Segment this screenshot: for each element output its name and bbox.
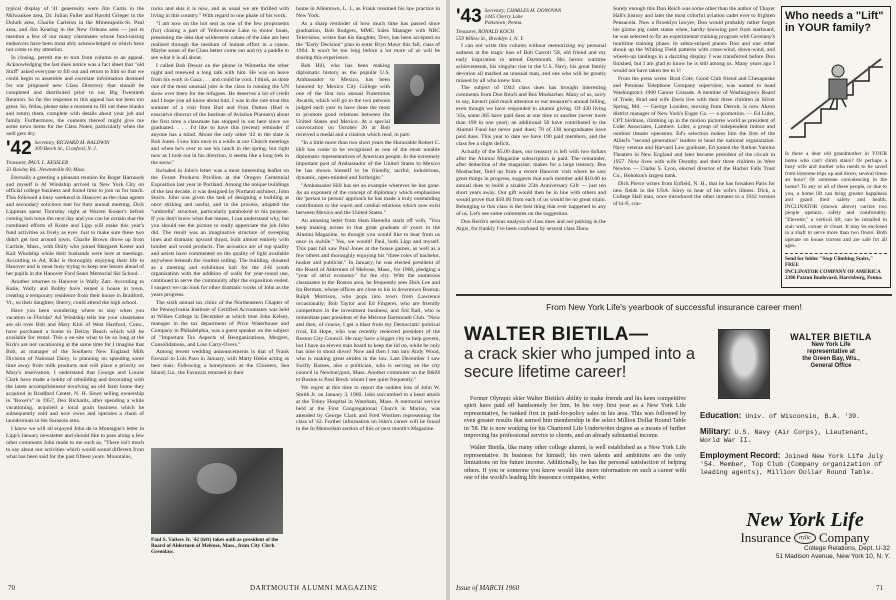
education-field: [700, 412, 890, 421]
paragraph: We regret at this time to report the sudden loss of John W. Smith Jr. on January 3, 1960. John succumbed to a heart attack at the Tobey Hospital in Wareham, Mass. A memorial service held at the First Congregational Church in Marion, was attended by George Clark and Fred Worthen representing the class of '42. Further information on John's career will be found in the In Memoriam section of this or next month's Magazine.: [296, 384, 440, 433]
ad-subheadline: a crack skier who jumped into a secure lifetime career!: [464, 345, 696, 381]
paragraph: Have you been wondering where to stay when you vacation in Florida? Ad Windship tells me your classmates are all over Bob and Mary Kirk of West Hartford, Conn., have purchased a home in Delray Beach which will be available for rental. This a on-site what to be so long at the Kirk's are not vacationing at the same time for I imagine that Bob, as manager of the Southern New England Milk Division of National Dairy, is planning on spending some time away from milk products and will place a priority on Mary's reservation. I understand that George and Louise Clark have made a hobby of rebuilding and decorating with the latest accomplishment involving an old farm home they acquired in Bradford Center, N. H. Since selling ownership in "Boxer's" in 1957, Dex Richards, after spending a while vacationing, acquired a local grain business which he subsequently sold and now owns and operates a chain of laundromats in the Sarasota area.: [6, 307, 144, 425]
hill-portrait-photo: [394, 64, 440, 124]
photo-caption: Paul S. Vaitses Jr. '42 (left) takes oath as president of the Board of Aldermen of Melrose, Mass., from City Clerk Greenlaw.: [151, 537, 279, 556]
field-label: Military:: [700, 427, 731, 436]
paragraph: Included in John's letter was a most interesting leaflet on the Forest Products Pavilion at the Oregon Centennial Exposition last year in Portland. Among the unique buildings of the last decade, it was designed by Portland architect, John Storrs. John was given the task of designing a building at once striking and useful, and in the process, adapted the "umbrella" structure, particularly paraboloid to his purpose. If you don't know what that means, I can understand why, but you should see the picture to really appreciate the job John did. The result was an imaginative structure of sweeping lines and dramatic upward thrust, built almost entirely with lumber and wood products. The acoustics are of top quality and artists have commented on the quality of light available anywhere beneath the vaulted ceiling. The building, donated as a meeting and exhibition hall for the 4-H youth organization with the addition of walls for year-round use, continued to serve the community after the exposition ended. I suspect we can look for other dramatic works of John as the years progress.: [151, 167, 289, 299]
nylic-seal-icon: nylic: [794, 532, 816, 544]
paragraph: I can not write this column without memorizing my personal sadness at the tragic loss of Bob Carroll '58, old friend and my early inspiration to attend Dartmouth. His heroic wartime achievements, his singular rise in the U.S. Navy, his great family devotion all marked an unusual man, and one who will be greatly missed by all who knew him.: [456, 43, 606, 84]
agent-title-line: General Office: [810, 363, 852, 369]
magazine-name: DARTMOUTH ALUMNI MAGAZINE: [250, 584, 378, 592]
new-york-life-ad: [456, 294, 892, 576]
paragraph: Eternally a greeting a pleasant reunion for Roger Harnoork and myself is Al Windship arrived in New York City on official college business and found time to join us for lunch. This followed a busy weekend in Hanover as the class agents and secondary solicitors met for their annual meeting. Dick Lippman spent Thursday night at Warren Koster's before coming into town the next day and you can be certain that the combined efforts of Koste and Lipp will make this year's fund activities as lively as ever. Just to make sure these two didn't get lost around town, Charlie Brown drove up from Carlisle, Mass., with Dolly who joined Margaret Kester and Kail Windship while their husbands were here at meetings. According to Ad, Kiki is thoroughly enjoying their life in Hanover and is most busy trying to keep one lesson ahead of her pupils in the Hanover Ford Sears Memorial Ski School.: [6, 174, 144, 278]
paragraph: Actually of the $5.00 dues, our treasury is left with two dollars after the Alumni Magazine subscription is paid. The remainder, after deduction of the magazine, makes for a large treasury. Bus Mosbacher, fired up from a recent Hanover visit where he saw great things in progress, suggests that each member add $10.00 to annual dues to build a sizable 25th Anniversary Gift — just ten short years away. Our gift would then be in line with others and would prove that $10.00 from each of us would be no great strain. Belonging to this class is the best thing that ever happened to any of us. Let's see some comments on the suggestion.: [456, 148, 606, 217]
logo-company: Company: [818, 530, 870, 545]
paragraph: rocks and skis it is now, and as usual we are thrilled with living in this country." With regard to one phase of his work:: [151, 6, 289, 19]
page-number-right: 71: [876, 584, 883, 592]
paragraph: "In a little more than two short years the Honorable Robert C. Hill has come to be recognized as one of the most notable diplomatic representatives of American people. In the extremely important post of Ambassador of the United States to Mexico he has shown himself to be friendly, tactful, industrious, dynamic, open-minded and forthright.": [296, 140, 440, 181]
class-officers: [485, 8, 562, 27]
paragraph: Among recent wedding announcements is that of Frank Favuzzi to Lois Paso in January, with Matty Hekie acting as best man. Following a honeymoon at the Cloisters, Sea Island, Ga., the Favuzzis returned to their: [151, 349, 289, 377]
paragraph: "Ambassador Hill has set an example wherever he has gone. As an exponent of the concept of diplomacy which emphasizes the 'person to person' approach he has made a truly outstanding contribution to the warm and cordial relations which now exist between Mexico and the United States.": [296, 182, 440, 217]
paragraph: Another returnee to Hanover is Wally Zarr. According to Katie, Wally and Bobby have rented a house in town, creating a temporary residence from their house in Bradford, Vt., so their daughter, Sherry, could attend the high school.: [6, 279, 144, 306]
agent-title-line: the Green Bay, Wis.,: [802, 356, 860, 362]
logo-insurance: Insurance: [740, 530, 791, 545]
paragraph: The subject of 1943 class dues has brought interesting comments from Don Reich and Bus Mosbacher. Many of us, sorry to say, haven't paid much attention to our treasurer's annual billing, even though we have responded to alumni giving. Of 430 living '43s, some 365 have paid dues at one time or another (never more than 190 in one year); an additional 50 have contributed to the Alumni Fund but never paid dues; 70 of 130 nongraduates have paid dues. This year to date we have 190 paid members, and the class fee a slight deficit.: [456, 85, 606, 147]
paragraph: From the press wires: Brad Cole, Good Club friend and Chesapeake and Potomac Telephone Company supervisor, was named to head Washington's 1960 Cancer Crusade. A member of Washington's Board of Trade, Brad and wife Doris live with their three children in Silver Spring, Md. — George Lowden, moving from Detroit, is now Akron district manager of New York's Euger Co. — a promotion. — Ed Lider, CPT birdman, climbing up in the motion pictures world as president of Lider Associates, Lambert. Lider, a group of independent indoor and outdoor theater operators. Ed's selection makes him the first of the Allied's "second generation" leaders to head the national organization. Navy veteran and Harvard Law graduate, Ed joined the Nathan Yamins Theaters in New England and later became president of the circuit in 1957. Now lives with wife Dorothy and their three children in West Newton — Clarke S. Lyon, elected director of the Harbor Falls Trust Co., Hohokus's largest bank.: [613, 76, 775, 179]
stair-lift-icon: [785, 37, 887, 147]
paragraph: In closing, permit me to turn from column to an appeal. Acknowledging the last dues notice was a fact sheet that "old Stuff" asked everyone to fill out and return to him so that we could begin to assemble and correlate information destined for our proposed new Class Directory that should be completed and distributed prior to our Big Twentieth Reunion. So far the response to this appeal has not been too great. So, fellas, please take a moment to fill out these blanks and return them, complete with details about your job and family. Furthermore, the contents thereof might give me some news items for the Class Notes, particularly when the well gets dry.: [6, 55, 144, 138]
left-column-3: [296, 6, 440, 580]
secretary-city: Pottstown, Penna.: [484, 20, 523, 27]
treasurer: Treasurer, PAUL L. KESSLER: [6, 160, 69, 167]
class-year: '43: [456, 6, 482, 27]
paragraph: Surely enough this Don Reich was some other than the author of Thayer Hall's history and later the most colorful aviation cadet ever to frighten Pensacola. Now a Brooklyn lawyer, Don would probably rather forget his gizmo pig cadet status when, hardly knowing port from starboard, he was selected to fly an experimental training program with Germany's maritime training phase. In zebra-striped planes Don and one other shook up the Whiting Field patterns with cross-wind, down-wind, and wheels-up landings in a dazzling display. I was transferred before Don finished, but I am glad to know he is still among us. Many years ago I would not have taken ten to 1!: [613, 6, 775, 75]
secretary-address: 1445 Cherry Lane: [484, 14, 523, 21]
agent-title-line: New York Life: [811, 342, 851, 348]
ad-kicker: From New York Life's yearbook of successful insurance career men!: [546, 302, 802, 312]
page-number-left: 70: [8, 584, 15, 592]
paragraph: As a sharp reminder of how much time has passed since graduation, Bob Rodgers, MMC Sales Manager with NBC Television, writes that his daughter, Terri, has been accepted on the "Early Decision" plan to enter Bryn Mawr this fall, class of 1964. It won't be too long before a lot more of us will be sharing this experience.: [296, 20, 440, 62]
paragraph: Dick Pierce writes from Enfield, N. H., that he has forsaken Paris for new fields in the USA. Sorry to hear of his wife's illness. Dick, a College Hall man, once introduced the other inmates to a 1942 version of hi-fi, con-: [613, 180, 775, 208]
field-label: Education:: [700, 411, 742, 420]
paragraph: The sixth annual tax clinic of the Northeastern Chapter of the Pennsylvania Institute of Certified Accountants was held at Wilkes College in December at which time John Kelsey, manager in the tax department of Price Waterhouse and Company in Philadelphia, was a guest speaker on the subject of "Important Tax Aspects of Reorganizations, Mergers, Consolidations, and Loss Carry-Overs.": [151, 300, 289, 348]
paragraph: Walter Bietila, like many other college alumni, is well established as a New York Life representative. In business for himself, his own talents and ambitions are the only limitations on his future income. Additionally, he has the personal satisfaction of helping others. If you or someone you know would like more information on such a career with one of the world's leading life insurance companies, write:: [464, 445, 686, 482]
class-officers: [35, 140, 110, 152]
secretary: Secretary, RICHARD M. BALDWIN: [34, 140, 110, 147]
paragraph: typical display of '41 generosity were Jim Curtis in the Milwaukee area, Dr. Julian Fuller and Harold Grieger in the Duluth area, Charlie Carleton in the Minneapolis-St. Paul area, and Jim Keating in the New Orleans area — just to mention a few of our many classmates whose fund-raising endeavors have been most ably acknowledged or which have not come to my attention.: [6, 6, 144, 54]
treasurer-address: 32 Hawley Rd., Newtonville 60, Mass.: [6, 167, 86, 174]
ad-headline: Who needs a "Lift" in YOUR family?: [785, 10, 884, 34]
agent-title-line: representative at: [806, 349, 856, 355]
inclinator-ad: [781, 6, 891, 288]
paragraph: Bob Hill, who has been making diplomatic history as the popular U.S. Ambassador to Mexico, has been honored by Mexico City College with one of the first two annual Fraternitas Awards, which will go to the two persons judged each year to have done the most to promote good relations between the United States and Mexico. At a special convocation on October 20 at Bob received a medal and a citation which read, in part:: [296, 63, 411, 139]
ad-body: [464, 396, 686, 487]
secretary-address: 309 Beech St., Cranford, N. J.: [34, 146, 97, 153]
paragraph: home in Allentown, L. I., as Frank resumed his law practice in New York.: [296, 6, 440, 19]
company-address: 2306 Paxton Boulevard, Harrisburg, Penna.: [785, 275, 883, 282]
field-value: U.S. Navy (Air Corps), Lieutenant, World War II.: [700, 429, 870, 444]
issue-date: Issue of MARCH 1960: [456, 584, 520, 592]
paragraph: Don Reich's serious analysis of class dues and our parking in the Argis, for frankly I've been confused by several class Dons.: [456, 218, 606, 232]
military-field: [700, 428, 890, 445]
coupon-offer: Send for folder "Stop Climbing Stairs," FREE: [785, 255, 874, 269]
new-york-life-logo: [720, 510, 890, 561]
right-column-2: [613, 6, 775, 292]
agent-name: WALTER BIETILA: [790, 332, 872, 342]
class-heading-42: [6, 140, 144, 158]
paragraph: I called Bob Dewar on the phone in Winnetka the other night and renewed a long talk with him. He was on leave from his work in Gaza . . . and could he cool. I think, as done one of the most unusual jobs in the class in running the UN show over there for the refugees. He deserves a lot of credit and I hope you all know about him. I was in the rare treat this summer of a visit from Bud and Fran Dutton (Bud is executive director of the Institute of Aviation Planners) about the first time a classmate has stopped in out here since we graduated. . . . I'd like to have this (recent) reminder if anyone has a mind. About the only other '42 in the state is Bob Jones. I saw him once in a while at our Church meetings and when he's over to see his ranch in the spring, but right now as I look out in his direction, it seems like a long trek in the snow.": [151, 63, 289, 166]
class-year: '42: [6, 138, 32, 160]
ad-body: Is there a dear old grandmother in YOUR home who can't climb stairs? Or perhaps a busy wife and mother who needs to be saved from tiresome trips up and down, several times an hour? Or someone convalescing in the home? To any or all of these people, or due to you, a home lift can bring greater happiness and guard their safety and health. INCLINATOR (shown above) carries two people upstairs, safely and comfortably. "Elevette," a vertical lift, can be installed in stair well, corner or closet. It may be enclosed in a shaft to serve more than two floors. Both operate on house current and are safe for all ages.: [785, 151, 887, 250]
mailing-address: 51 Madison Avenue, New York 10, N. Y.: [775, 553, 890, 560]
right-column-1: [456, 6, 606, 292]
treasurer: Treasurer, RONALD KOCH: [456, 28, 514, 35]
stair-lift-illustration: [785, 37, 887, 147]
agent-identification: [776, 332, 886, 370]
secretary: Secretary, CHARLES M. DONOVAN: [484, 8, 562, 14]
field-label: Employment Record:: [700, 451, 781, 460]
ad-name-headline: WALTER BIETILA—: [464, 324, 649, 345]
left-column-1: [6, 6, 144, 580]
class-heading-43: [456, 8, 606, 27]
logo-insurance-line: [720, 530, 890, 545]
right-page: [450, 0, 896, 600]
bietila-portrait-photo: [718, 329, 770, 399]
employment-field: [700, 452, 890, 477]
paragraph: "I am now on the hot seat as one of the few proponents (for) closing a part of Yellowstone Lake to motor boats, presenting the idea that wilderness values of the lake are best realized through the medium of human effort in a canoe. Maybe some of the Class better come out and try a paddle to see what it is all about.: [151, 20, 289, 62]
mailing-dept: College Relations, Dept. U-32: [804, 545, 890, 552]
paragraph: An amusing letter from Ham Hamelin starts off with, "You keep making noises in that great graduate of yours in the Alumni Magazine, so thought you would like to hear from us once in awhile." Yes, we would! Paul, both Lipp and myself. This past fall saw Paul Jones at the house games, as well as a few others and thoroughly enjoying his "three roles of bachelor, husker and publicist." In January, he was elected president of the Board of Aldermen of Melrose, Mass., for 1960, pledging a "year of strict economy" for the city. With the numerous classmates in the Boston area, he frequently sees Dick Lee and Ira Berman, whose offices are close to his in downtown Boston; Ralph Morrison, who pops into town from Lawrence occasionally; Bob Taylor and Ed Fingeret, who are friendly competitors in the investment business, and Sid Ball, who is immediate past president of the Melrose Dartmouth Club. "Now and then, of course, I get a blast from my Democratic political rival, Ed Hope, who was recently reelected president of the Boston City Council. He may have a bigger city to help govern, but I have an eleven man board to keep the lid on, while he only has nine to shout down! Now and then I run into Andy Wood, who is making great strides in the law. Last December I saw Swifty Barnes, also a politician, who is serving on the city council in Newburyport, Mass. Another commuter on the B&M to Boston is Paul Breck whom I see quite frequently.": [296, 218, 440, 384]
paragraph: I know we will all enjoyed John de la Montagne's letter in Lipp's January newsletter and should like to pass along a few other comments John made to me such as, "There isn't much to say about our activities which would sound different from what has been said for the past fifteen years. Mountains,: [6, 426, 144, 460]
left-page: [0, 0, 446, 600]
ad-coupon: [785, 253, 887, 282]
paragraph: Former Olympic skier Walter Bietila's ability to make friends and his keen competitive spirit have paid off handsomely for him. In his very first year as a New York Life representative, he ranked first in paid-for-policy sales in his area. This was followed by even greater results that earned him membership in the select Million Dollar Round Table in '58. He is now working for his Chartered Life Underwriter degree as a means of further improving his professional service to clients, and an already substantial income.: [464, 396, 686, 440]
company-name: INCLINATOR COMPANY OF AMERICA: [785, 268, 881, 275]
agent-profile-fields: [700, 412, 890, 484]
vaitses-photo: [151, 448, 283, 534]
treasurer-address: 559 Willow St., Brooklyn 1, N. Y.: [456, 35, 524, 42]
logo-wordmark: New York Life: [746, 509, 864, 531]
field-value: Joined New York Life July '54. Member, Top Club (Company organization of leading agents), Million Dollar Round Table.: [700, 453, 884, 476]
field-value: Univ. of Wisconsin, B.A. '39.: [745, 413, 861, 420]
